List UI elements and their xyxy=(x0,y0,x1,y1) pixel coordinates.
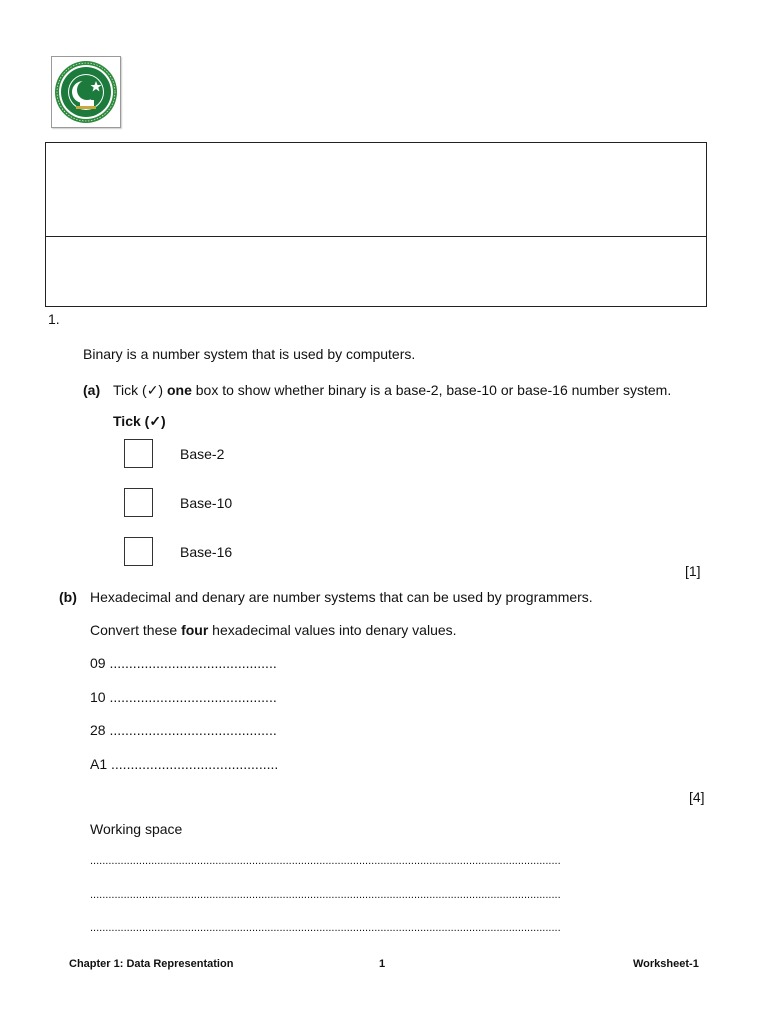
part-b-instruction: Convert these four hexadecimal values into denary values. xyxy=(90,622,457,638)
footer-worksheet: Worksheet-1 xyxy=(633,958,699,970)
school-logo xyxy=(51,56,121,128)
working-line[interactable]: .......................................................................................................................................................... xyxy=(90,855,561,867)
question-number: 1. xyxy=(48,311,60,327)
base-10-checkbox[interactable] xyxy=(124,488,153,517)
working-line[interactable]: .......................................................................................................................................................... xyxy=(90,922,561,934)
part-b-marks: [4] xyxy=(689,789,705,805)
base-16-checkbox[interactable] xyxy=(124,537,153,566)
hex-value-row: 09 ........................................... xyxy=(90,655,277,671)
answer-line[interactable]: ........................................... xyxy=(111,756,279,772)
hex-value-row: 10 ........................................... xyxy=(90,689,277,705)
base-2-checkbox[interactable] xyxy=(124,439,153,468)
answer-line[interactable]: ........................................... xyxy=(109,655,277,671)
answer-line[interactable]: ........................................... xyxy=(109,689,277,705)
part-a-instruction: Tick (✓) one box to show whether binary is a base-2, base-10 or base-16 number system. xyxy=(113,382,672,398)
tick-heading: Tick (✓) xyxy=(113,413,166,429)
working-space-label: Working space xyxy=(90,821,183,837)
question-intro: Binary is a number system that is used by computers. xyxy=(83,346,416,362)
header-box xyxy=(45,142,707,307)
hex-value-row: A1 ........................................... xyxy=(90,756,279,772)
part-a-marks: [1] xyxy=(685,563,701,579)
part-b-statement: Hexadecimal and denary are number systems that can be used by programmers. xyxy=(90,589,593,605)
header-divider xyxy=(46,236,706,237)
footer-page-number: 1 xyxy=(379,958,386,970)
part-b-label: (b) xyxy=(59,589,77,605)
base-16-label: Base-16 xyxy=(180,544,233,560)
part-a-label: (a) xyxy=(83,382,101,398)
answer-line[interactable]: ........................................... xyxy=(109,722,277,738)
hex-value-row: 28 ........................................... xyxy=(90,722,277,738)
base-10-label: Base-10 xyxy=(180,495,233,511)
footer-chapter: Chapter 1: Data Representation xyxy=(69,958,234,970)
base-2-label: Base-2 xyxy=(180,446,225,462)
working-line[interactable]: .......................................................................................................................................................... xyxy=(90,889,561,901)
school-seal-icon xyxy=(54,59,118,125)
